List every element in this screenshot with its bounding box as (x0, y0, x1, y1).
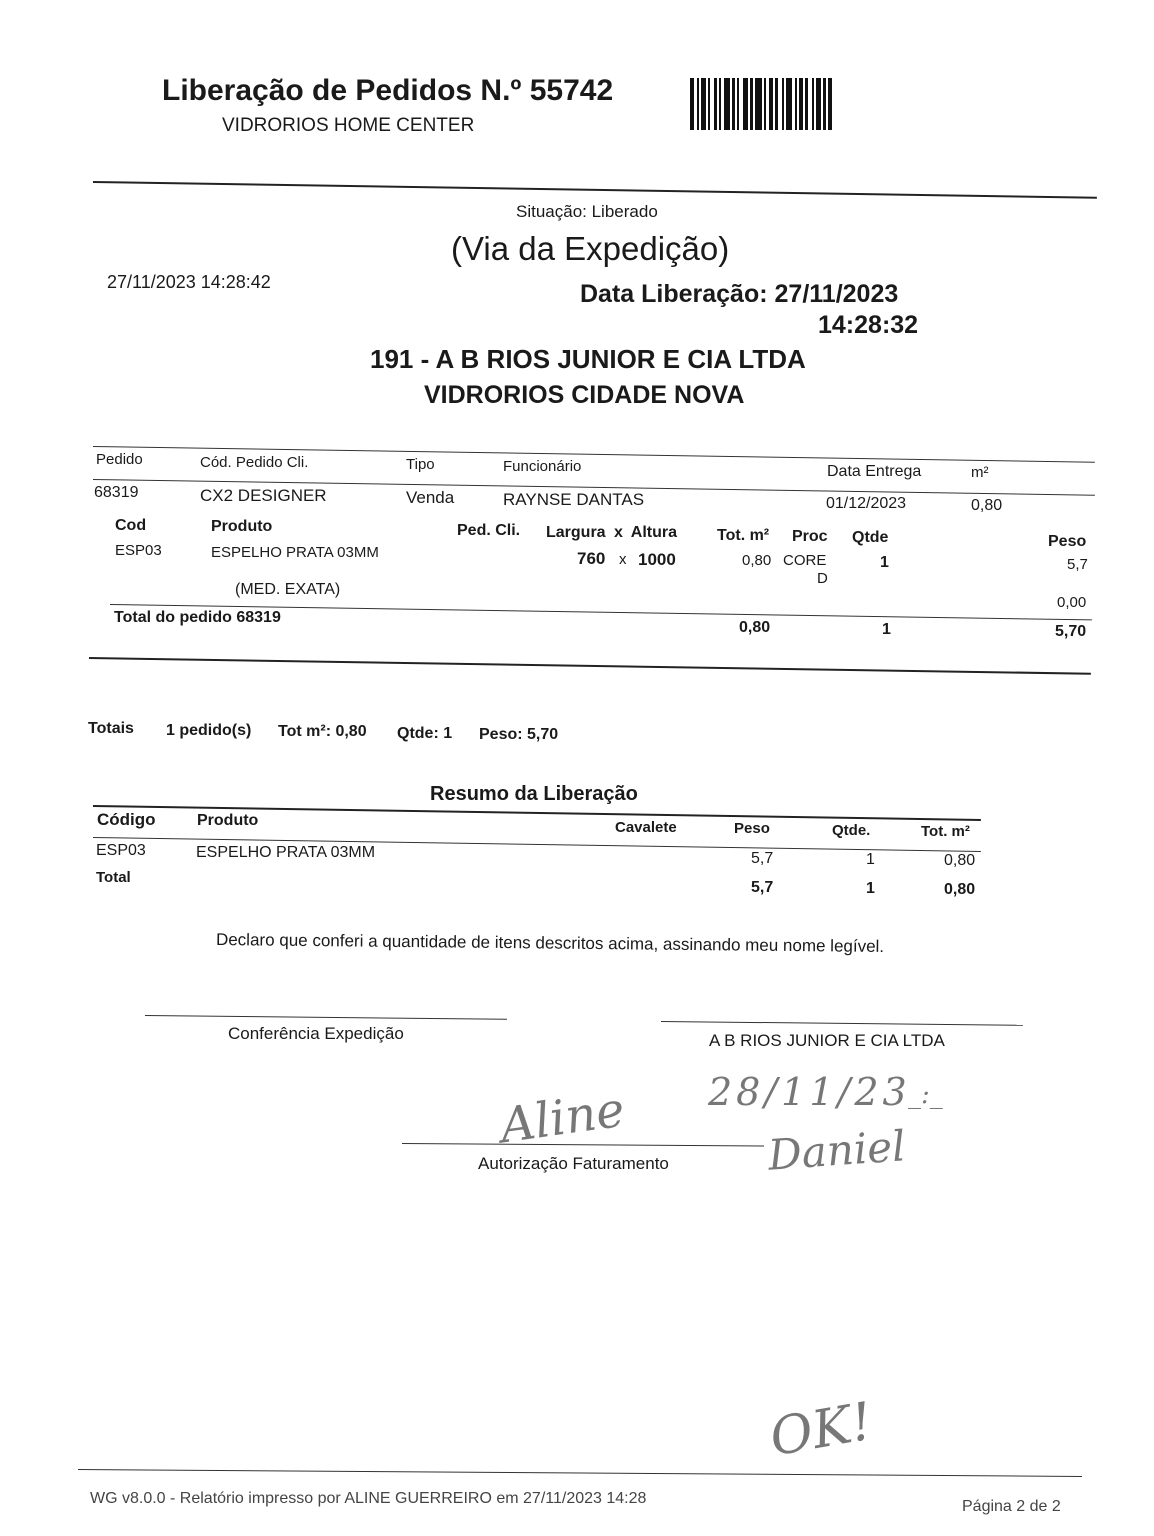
handwritten-date: 28/11/23 (708, 1070, 911, 1114)
via-label: (Via da Expedição) (451, 230, 730, 267)
resumo-col-peso: Peso (734, 820, 770, 837)
printed-at: 27/11/2023 14:28:42 (107, 272, 271, 292)
val-data-entrega: 01/12/2023 (826, 495, 907, 512)
resumo-total-tot-m2: 0,80 (944, 881, 976, 898)
company-sign-line (661, 1021, 1023, 1026)
resumo-total-peso: 5,7 (751, 879, 774, 896)
header-divider (93, 181, 1097, 199)
item-col-qtde: Qtde (852, 529, 889, 546)
resumo-total-label: Total (96, 869, 131, 886)
item-qtde: 1 (880, 554, 889, 571)
item-peso: 5,7 (1067, 556, 1088, 573)
order-total-peso: 5,70 (1055, 623, 1087, 640)
resumo-row-tot-m2: 0,80 (944, 852, 976, 869)
handwritten-time-blank: _:_ (908, 1080, 943, 1110)
footer-page: Página 2 de 2 (962, 1498, 1061, 1515)
item-col-peso: Peso (1048, 533, 1087, 550)
footer-line (78, 1469, 1082, 1477)
item-proc-line2: D (817, 570, 828, 587)
item-produto: ESPELHO PRATA 03MM (211, 544, 379, 561)
item-col-altura: Altura (630, 524, 678, 541)
autorizacao-line (402, 1143, 764, 1147)
company-name: VIDRORIOS HOME CENTER (222, 115, 475, 136)
val-tipo: Venda (406, 488, 455, 507)
report-title: Liberação de Pedidos N.º 55742 (162, 74, 614, 107)
item-altura: 1000 (638, 550, 676, 569)
item-tot-m2: 0,80 (742, 552, 772, 569)
order-total-qtde: 1 (882, 621, 891, 638)
data-liberacao-label: Data Liberação: (580, 280, 768, 308)
item-col-proc: Proc (792, 528, 828, 545)
barcode (690, 78, 868, 130)
resumo-col-tot-m2: Tot. m² (921, 823, 970, 840)
item-col-x: x (614, 524, 623, 541)
val-pedido: 68319 (94, 484, 139, 501)
resumo-total-qtde: 1 (866, 880, 875, 897)
item-proc-line1: CORE (783, 552, 827, 569)
item-col-produto: Produto (211, 518, 273, 535)
col-m2: m² (971, 464, 989, 481)
col-pedido: Pedido (96, 451, 143, 468)
resumo-col-codigo: Código (97, 810, 156, 829)
item-cod: ESP03 (115, 542, 162, 559)
resumo-row-qtde: 1 (866, 851, 875, 868)
declaration: Declaro que conferi a quantidade de itens descritos acima, assinando meu nome legível. (215, 930, 885, 956)
totais-pedidos: 1 pedido(s) (166, 722, 252, 739)
store-name: VIDRORIOS CIDADE NOVA (424, 381, 745, 409)
signature-aline: Aline (496, 1081, 628, 1155)
item-col-largura-label: Largura (546, 524, 606, 541)
resumo-row-codigo: ESP03 (96, 842, 146, 859)
item-obs: (MED. EXATA) (235, 581, 341, 598)
col-tipo: Tipo (406, 456, 435, 473)
order-total-m2: 0,80 (739, 619, 771, 636)
resumo-col-produto: Produto (197, 812, 259, 829)
item-col-ped-cli: Ped. Cli. (457, 522, 521, 539)
item-col-tot-m2: Tot. m² (717, 527, 770, 544)
resumo-title: Resumo da Liberação (430, 783, 638, 805)
situacao: Situação: Liberado (516, 202, 658, 221)
col-funcionario: Funcionário (503, 458, 582, 475)
item-largura: 760 (577, 549, 606, 568)
client-name: 191 - A B RIOS JUNIOR E CIA LTDA (370, 344, 806, 374)
val-cod-pedido-cli: CX2 DESIGNER (200, 486, 327, 505)
totais-m2: Tot m²: 0,80 (278, 723, 367, 740)
item-peso2: 0,00 (1057, 594, 1087, 611)
resumo-col-cavalete: Cavalete (615, 819, 677, 836)
data-liberacao (580, 280, 898, 309)
company-sign-label: A B RIOS JUNIOR E CIA LTDA (709, 1031, 945, 1050)
data-liberacao-date: 27/11/2023 (774, 280, 899, 308)
conferencia-line (145, 1015, 507, 1020)
conferencia-label: Conferência Expedição (228, 1024, 404, 1043)
item-x: x (619, 551, 627, 568)
order-bottom-line (89, 657, 1091, 675)
col-data-entrega: Data Entrega (827, 463, 922, 480)
col-cod-pedido-cli: Cód. Pedido Cli. (200, 454, 309, 471)
data-liberacao-time: 14:28:32 (818, 311, 919, 339)
order-total-label: Total do pedido 68319 (114, 609, 281, 626)
totais-label: Totais (88, 720, 134, 737)
val-m2: 0,80 (971, 497, 1003, 514)
resumo-row-peso: 5,7 (751, 850, 774, 867)
totais-peso: Peso: 5,70 (479, 726, 559, 743)
resumo-row-produto: ESPELHO PRATA 03MM (196, 844, 376, 861)
signature-daniel: Daniel (766, 1121, 908, 1180)
val-funcionario: RAYNSE DANTAS (503, 490, 645, 509)
autorizacao-label: Autorização Faturamento (478, 1154, 669, 1173)
item-col-cod: Cod (115, 517, 147, 534)
item-col-largura (546, 524, 677, 542)
totais-qtde: Qtde: 1 (397, 725, 453, 742)
handwritten-ok: OK! (765, 1391, 877, 1469)
footer-left: WG v8.0.0 - Relatório impresso por ALINE GUERREIRO em 27/11/2023 14:28 (90, 1490, 647, 1507)
resumo-col-qtde: Qtde. (832, 822, 871, 839)
